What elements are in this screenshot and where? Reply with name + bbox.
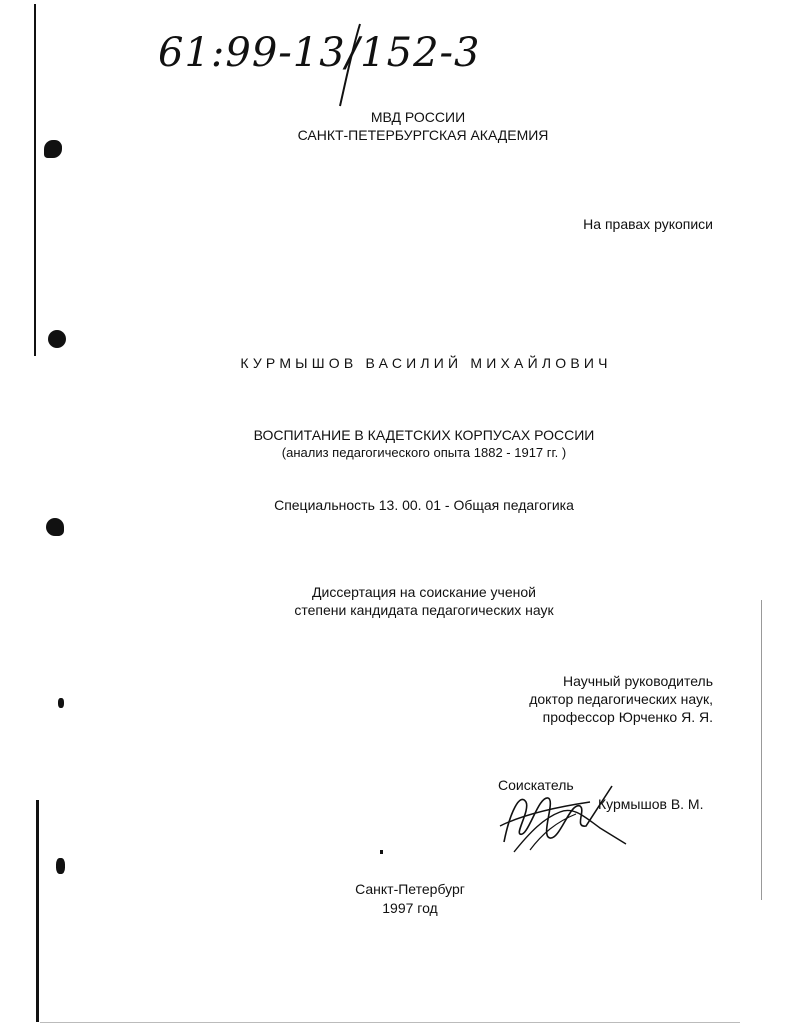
punch-hole-mark-3 xyxy=(46,518,64,536)
manuscript-rights-note: На правах рукописи xyxy=(583,216,713,232)
dissertation-purpose-line-2: степени кандидата педагогических наук xyxy=(294,602,554,618)
ink-dot xyxy=(380,850,383,854)
specialty-line: Специальность 13. 00. 01 - Общая педагогика xyxy=(274,497,574,513)
supervisor-degree: доктор педагогических наук, xyxy=(529,691,713,707)
supervisor-role: Научный руководитель xyxy=(562,673,713,689)
ministry-heading: МВД РОССИИ xyxy=(370,109,466,125)
handwritten-archive-number: 61:99-13/152-3 xyxy=(158,30,481,76)
city: Санкт-Петербург xyxy=(355,881,465,897)
scan-bottom-border-line xyxy=(40,1022,740,1023)
applicant-label: Соискатель xyxy=(498,777,574,793)
handwritten-slash-stroke xyxy=(330,20,370,110)
dissertation-purpose-line-1: Диссертация на соискание ученой xyxy=(312,584,536,600)
academy-heading: САНКТ-ПЕТЕРБУРГСКАЯ АКАДЕМИЯ xyxy=(297,127,549,143)
punch-hole-mark-1 xyxy=(44,140,62,158)
scan-right-border-line xyxy=(761,600,762,900)
year: 1997 год xyxy=(382,900,438,916)
dissertation-title: ВОСПИТАНИЕ В КАДЕТСКИХ КОРПУСАХ РОССИИ xyxy=(253,427,595,443)
applicant-signature xyxy=(490,772,640,862)
punch-hole-mark-5 xyxy=(56,858,65,874)
dissertation-subtitle: (анализ педагогического опыта 1882 - 1917 гг. ) xyxy=(281,445,567,460)
punch-hole-mark-4 xyxy=(58,698,64,708)
applicant-name: Курмышов В. М. xyxy=(598,796,704,812)
supervisor-name: профессор Юрченко Я. Я. xyxy=(542,709,713,725)
punch-hole-mark-2 xyxy=(48,330,66,348)
scan-left-border-line xyxy=(34,4,36,356)
scan-left-border-line-lower xyxy=(36,800,39,1022)
author-full-name: КУРМЫШОВ ВАСИЛИЙ МИХАЙЛОВИЧ xyxy=(240,355,612,371)
